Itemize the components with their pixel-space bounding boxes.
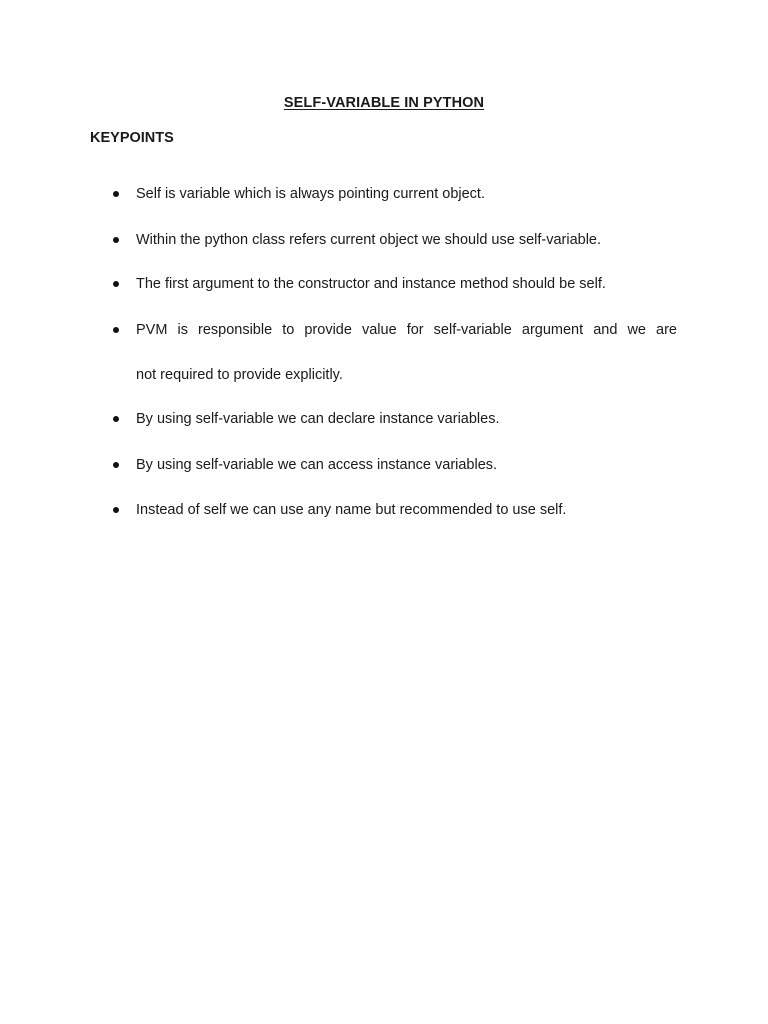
keypoint-item	[0, 274, 768, 294]
keypoint-text: The first argument to the constructor and instance method should be self.	[136, 276, 606, 292]
keypoint-continuation	[0, 365, 768, 385]
keypoint-item	[0, 455, 768, 475]
keypoint-text: By using self-variable we can access instance variables.	[136, 457, 498, 473]
keypoint-text: PVM is responsible to provide value for self-variable argument and we are	[136, 322, 677, 338]
keypoint-text: By using self-variable we can declare instance variables.	[136, 411, 500, 427]
keypoint-item	[0, 230, 768, 250]
keypoints-heading: KEYPOINTS	[90, 130, 174, 146]
bullet-icon	[113, 281, 119, 287]
keypoint-item	[0, 500, 768, 520]
keypoint-item	[0, 409, 768, 429]
bullet-icon	[113, 416, 119, 422]
document-title: SELF-VARIABLE IN PYTHON	[283, 95, 485, 111]
bullet-icon	[113, 462, 119, 468]
keypoint-text: not required to provide explicitly.	[136, 367, 343, 383]
bullet-icon	[113, 237, 119, 243]
bullet-icon	[113, 327, 119, 333]
bullet-icon	[113, 191, 119, 197]
keypoint-text: Within the python class refers current object we should use self-variable.	[136, 232, 602, 248]
bullet-icon	[113, 507, 119, 513]
keypoint-text: Self is variable which is always pointing current object.	[136, 186, 485, 202]
keypoint-text: Instead of self we can use any name but recommended to use self.	[136, 502, 567, 518]
keypoint-item	[0, 320, 768, 340]
keypoint-item	[0, 184, 768, 204]
